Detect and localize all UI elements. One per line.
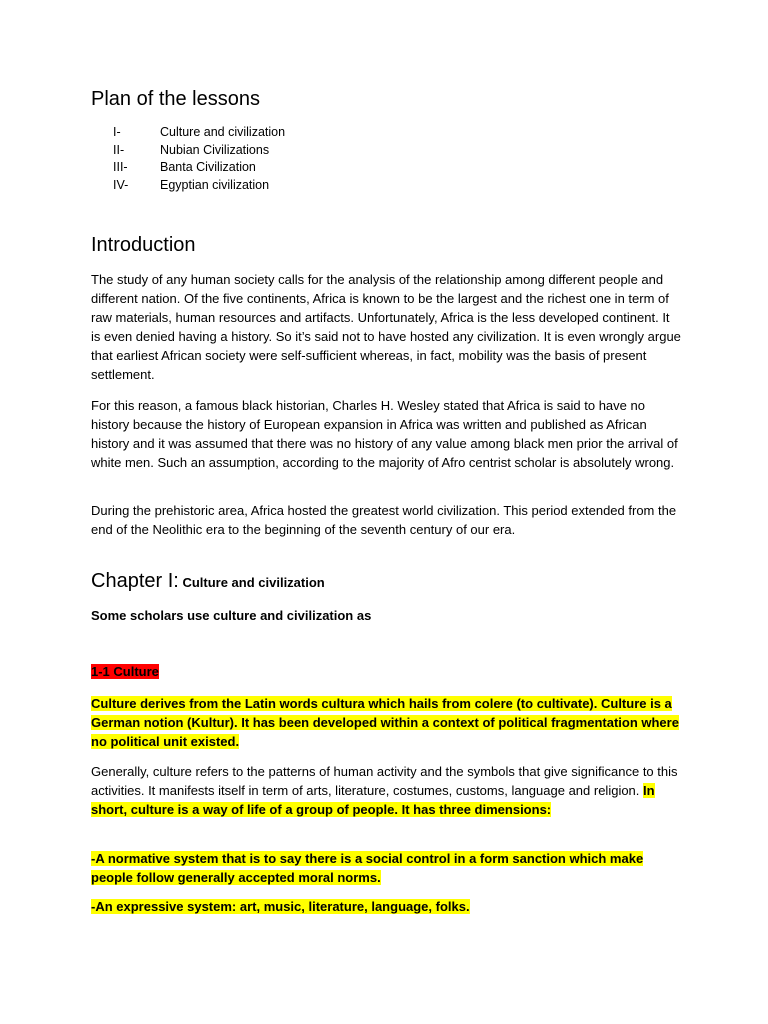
list-item-text: Egyptian civilization <box>160 177 270 192</box>
section-heading-text: 1-1 Culture <box>91 664 159 679</box>
list-item-text: Nubian Civilizations <box>160 142 270 157</box>
list-item <box>113 159 285 177</box>
culture-point-2 <box>91 897 681 916</box>
introduction-paragraph-2: For this reason, a famous black historian, Charles H. Wesley stated that Africa is said to have no history because the history of European expansion in Africa was written and published as African history and it was assumed that there was no history of any value among black men prior the arrival of white men. Such an assumption, according to the majority of Afro centrist scholar is absolutely wrong. <box>91 398 678 470</box>
section-heading-culture <box>91 664 159 679</box>
chapter-title: Culture and civilization <box>178 575 325 590</box>
lesson-plan-list <box>113 124 285 194</box>
plain-text: Generally, culture refers to the patterns of human activity and the symbols that give significance to this activities. It manifests itself in term of arts, literature, costumes, customs, language and religion. <box>91 764 678 798</box>
highlighted-text: -An expressive system: art, music, literature, language, folks. <box>91 899 470 914</box>
highlighted-text: In short, culture is a way of life of a group of people. It has three dimensions: <box>91 783 655 817</box>
list-item <box>113 142 285 160</box>
culture-point-1 <box>91 849 681 887</box>
introduction-paragraph-3: During the prehistoric area, Africa hosted the greatest world civilization. This period extended from the end of the Neolithic era to the beginning of the seventh century of our era. <box>91 503 677 537</box>
culture-paragraph-2 <box>91 762 681 819</box>
chapter-intro-line: Some scholars use culture and civilization as <box>91 608 372 623</box>
list-item <box>113 124 285 142</box>
list-item-text: Banta Civilization <box>160 160 256 174</box>
list-item-number: I- <box>113 125 121 139</box>
introduction-paragraph-1: The study of any human society calls for the analysis of the relationship among different people and different nation. Of the five continents, Africa is known to be the largest and the richest one in term of raw materials, human resources and artifacts. Unfortunately, Africa is the less developed continent. It is even denied having a history. So it’s said not to have hosted any civilization. It is even wrongly argue that earliest African society were self-sufficient whereas, in fact, mobility was the basis of present settlement. <box>91 272 681 382</box>
chapter-label: Chapter I: <box>91 570 179 592</box>
list-item-number: IV- <box>113 177 129 192</box>
plan-title: Plan of the lessons <box>91 88 260 110</box>
introduction-title: Introduction <box>91 234 196 256</box>
list-item-number: III- <box>113 160 128 174</box>
list-item <box>113 177 285 195</box>
highlighted-text: Culture derives from the Latin words cultura which hails from colere (to cultivate). Culture is a German notion (Kultur). It has been developed within a context of political fragmentation where no political unit existed. <box>91 696 679 749</box>
highlighted-text: -A normative system that is to say there is a social control in a form sanction which make people follow generally accepted moral norms. <box>91 851 644 885</box>
list-item-text: Culture and civilization <box>160 125 286 139</box>
list-item-number: II- <box>113 142 125 157</box>
chapter-heading <box>91 570 325 593</box>
culture-paragraph-1 <box>91 694 681 751</box>
